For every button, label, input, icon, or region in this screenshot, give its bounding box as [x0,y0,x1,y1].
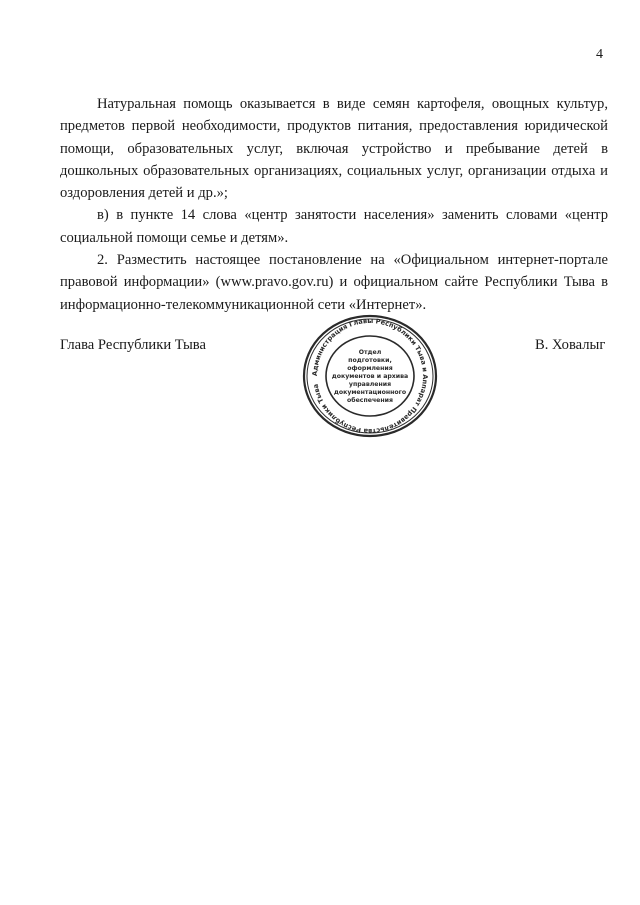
stamp-center-line: подготовки, [348,357,392,364]
document-body [60,93,608,316]
stamp-center-line: управления [348,381,392,388]
stamp-outer-text: Администрация Главы Республики Тыва и Аппарат Правительства Республики Тыва [310,316,430,436]
page-number: 4 [596,47,603,62]
paragraph-publication: 2. Разместить настоящее постановление на «Официальном интернет-портале правовой информации» (www.pravo.gov.ru) и официальном сайте Республики Тыва в информационно-телекоммуникационной сети «Интернет». [60,252,608,313]
official-stamp [300,312,440,440]
signatory-name: В. Ховалыг [535,337,606,353]
stamp-center-line: документов и архива [331,373,409,380]
paragraph-natural-aid: Натуральная помощь оказывается в виде семян картофеля, овощных культур, предметов первой необходимости, продуктов питания, предоставления юридической помощи, образовательных услуг, включая устройство и пребывание детей в дошкольных образовательных организациях, социальных услуг, организации отдыха и оздоровления детей и др.»; [60,96,608,202]
stamp-center-line: оформления [347,365,393,372]
stamp-center-line: документационного [333,389,407,396]
signatory-position: Глава Республики Тыва [60,337,206,353]
stamp-center-line: Отдел [358,349,382,356]
stamp-seal-icon [300,312,440,440]
paragraph-item-v: в) в пункте 14 слова «центр занятости населения» заменить словами «центр социальной помощи семье и детям». [60,207,608,246]
stamp-center-line: обеспечения [347,397,393,404]
